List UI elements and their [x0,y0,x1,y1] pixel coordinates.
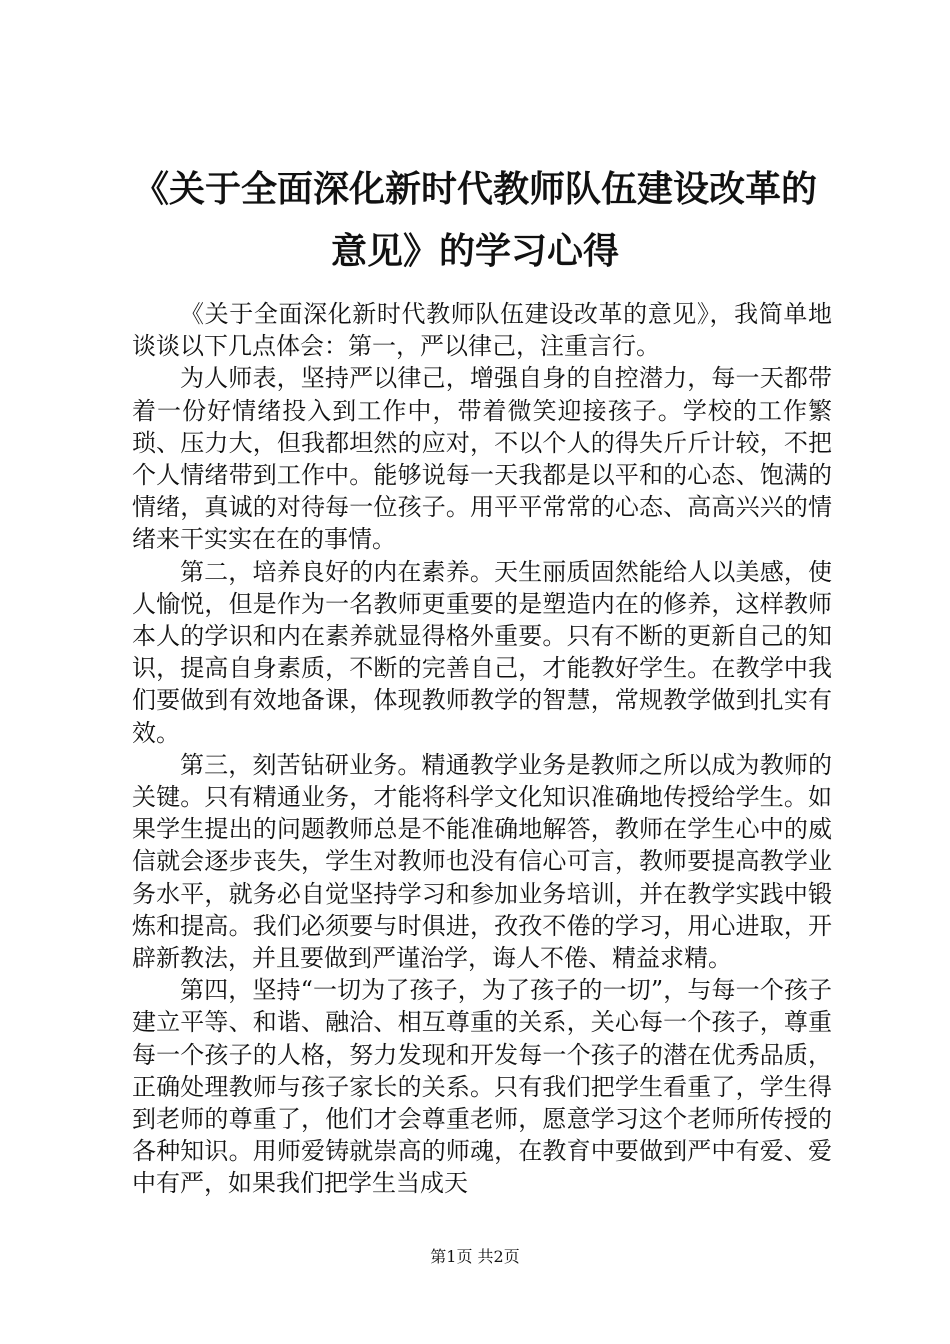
paragraph: 第四，坚持“一切为了孩子，为了孩子的一切”，与每一个孩子建立平等、和谐、融洽、相互尊重的关系，关心每一个孩子，尊重每一个孩子的人格，努力发现和开发每一个孩子的潜在优秀品质，正确处理教师与孩子家长的关系。只有我们把学生看重了，学生得到老师的尊重了，他们才会尊重老师，愿意学习这个老师所传授的各种知识。用师爱铸就崇高的师魂，在教育中要做到严中有爱、爱中有严，如果我们把学生当成天 [132,976,832,1198]
document-body [132,298,832,1200]
paragraph: 第二，培养良好的内在素养。天生丽质固然能给人以美感，使人愉悦，但是作为一名教师更重要的是塑造内在的修养，这样教师本人的学识和内在素养就显得格外重要。只有不断的更新自己的知识，提高自身素质，不断的完善自己，才能教好学生。在教学中我们要做到有效地备课，体现教师教学的智慧，常规教学做到扎实有效。 [132,557,832,747]
paragraph: 《关于全面深化新时代教师队伍建设改革的意见》，我简单地谈谈以下几点体会：第一，严以律己，注重言行。 [132,300,832,361]
page-number-footer: 第1页 共2页 [430,1247,520,1266]
paragraph: 第三，刻苦钻研业务。精通教学业务是教师之所以成为教师的关键。只有精通业务，才能将科学文化知识准确地传授给学生。如果学生提出的问题教师总是不能准确地解答，教师在学生心中的威信就会逐步丧失，学生对教师也没有信心可言，教师要提高教学业务水平，就务必自觉坚持学习和参加业务培训，并在教学实践中锻炼和提高。我们必须要与时俱进，孜孜不倦的学习，用心进取，开辟新教法，并且要做到严谨治学，诲人不倦、精益求精。 [132,750,832,973]
paragraph: 为人师表，坚持严以律己，增强自身的自控潜力，每一天都带着一份好情绪投入到工作中，带着微笑迎接孩子。学校的工作繁琐、压力大，但我都坦然的应对，不以个人的得失斤斤计较，不把个人情绪带到工作中。能够说每一天我都是以平和的心态、饱满的情绪，真诚的对待每一位孩子。用平平常常的心态、高高兴兴的情绪来干实实在在的事情。 [132,364,832,554]
document-title: 《关于全面深化新时代教师队伍建设改革的意见》的学习心得 [132,168,817,272]
